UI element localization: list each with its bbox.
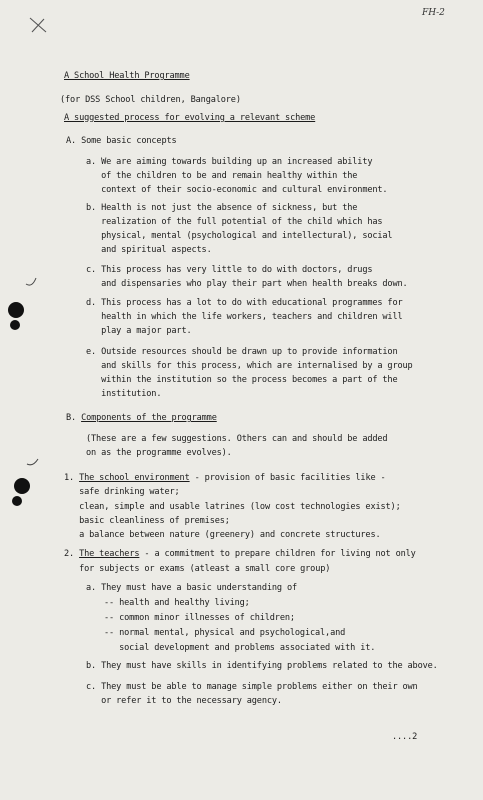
- item-d-line-3: play a major part.: [86, 326, 192, 336]
- page-reference: FH-2: [422, 8, 445, 18]
- section-b-prefix: B.: [66, 413, 82, 423]
- margin-tick-lower: [26, 458, 40, 470]
- item-1-prefix: 1.: [64, 473, 80, 483]
- item-1-line-5: a balance between nature (greenery) and concrete structures.: [64, 530, 381, 540]
- item-2-sub-c-line-2: or refer it to the necessary agency.: [86, 696, 282, 706]
- item-2-bullet-2: -- common minor illnesses of children;: [104, 613, 295, 623]
- item-2-line-1: [64, 549, 416, 559]
- item-e-line-1: e. Outside resources should be drawn up to provide information: [86, 347, 398, 357]
- item-2-label: The teachers: [79, 549, 140, 559]
- item-2-bullet-1: -- health and healthy living;: [104, 598, 250, 608]
- item-1-line-4: basic cleanliness of premises;: [64, 516, 230, 526]
- item-1-line-2: safe drinking water;: [64, 487, 180, 497]
- process-heading: A suggested process for evolving a relevant scheme: [64, 113, 316, 123]
- item-2-sub-b: b. They must have skills in identifying problems related to the above.: [86, 661, 438, 671]
- item-2-bullet-3: -- normal mental, physical and psychological,and: [104, 628, 346, 638]
- item-d-line-2: health in which the life workers, teachers and children will: [86, 312, 403, 322]
- item-c-line-1: c. This process has very little to do with doctors, drugs: [86, 265, 373, 275]
- item-1-line-3: clean, simple and usable latrines (low cost technologies exist);: [64, 502, 401, 512]
- item-2-prefix: 2.: [64, 549, 80, 559]
- item-a-line-2: of the children to be and remain healthy within the: [86, 171, 358, 181]
- continuation-marker: ....2: [392, 732, 418, 742]
- item-e-line-4: institution.: [86, 389, 162, 399]
- margin-tick-upper: [24, 276, 38, 288]
- item-1-label: The school environment: [79, 473, 190, 483]
- punch-hole-lower-1: [14, 478, 30, 494]
- item-e-line-3: within the institution so the process becomes a part of the: [86, 375, 398, 385]
- item-b-line-3: physical, mental (psychological and intellectural), social: [86, 231, 393, 241]
- punch-hole-upper-1: [8, 302, 24, 318]
- item-d-line-1: d. This process has a lot to do with educational programmes for: [86, 298, 403, 308]
- section-b-heading-text: Components of the programme: [81, 413, 217, 423]
- item-a-line-3: context of their socio-economic and cultural environment.: [86, 185, 388, 195]
- item-b-line-2: realization of the full potential of the child which has: [86, 217, 383, 227]
- section-b-intro-line-1: (These are a few suggestions. Others can and should be added: [86, 434, 388, 444]
- item-2-sub-a: a. They must have a basic understanding of: [86, 583, 298, 593]
- item-2-line-2: for subjects or exams (atleast a small core group): [64, 564, 331, 574]
- section-b-intro-line-2: on as the programme evolves).: [86, 448, 232, 458]
- item-2-bullet-4: social development and problems associated with it.: [104, 643, 376, 653]
- item-b-line-1: b. Health is not just the absence of sickness, but the: [86, 203, 358, 213]
- item-1-rest: - provision of basic facilities like -: [189, 473, 386, 483]
- corner-scribble: [28, 16, 50, 36]
- item-a-line-1: a. We are aiming towards building up an increased ability: [86, 157, 373, 167]
- punch-hole-lower-2: [12, 496, 22, 506]
- item-c-line-2: and dispensaries who play their part when health breaks down.: [86, 279, 408, 289]
- item-2-rest: - a commitment to prepare children for living not only: [139, 549, 416, 559]
- item-b-line-4: and spiritual aspects.: [86, 245, 212, 255]
- section-a-heading: [66, 136, 177, 146]
- section-a-heading-text: A. Some basic concepts: [66, 136, 177, 146]
- document-title: A School Health Programme: [64, 71, 190, 81]
- item-1-line-1: [64, 473, 386, 483]
- document-subtitle: (for DSS School children, Bangalore): [60, 95, 241, 105]
- section-b-heading: [66, 413, 217, 423]
- punch-hole-upper-2: [10, 320, 20, 330]
- item-2-sub-c-line-1: c. They must be able to manage simple problems either on their own: [86, 682, 418, 692]
- item-e-line-2: and skills for this process, which are internalised by a group: [86, 361, 413, 371]
